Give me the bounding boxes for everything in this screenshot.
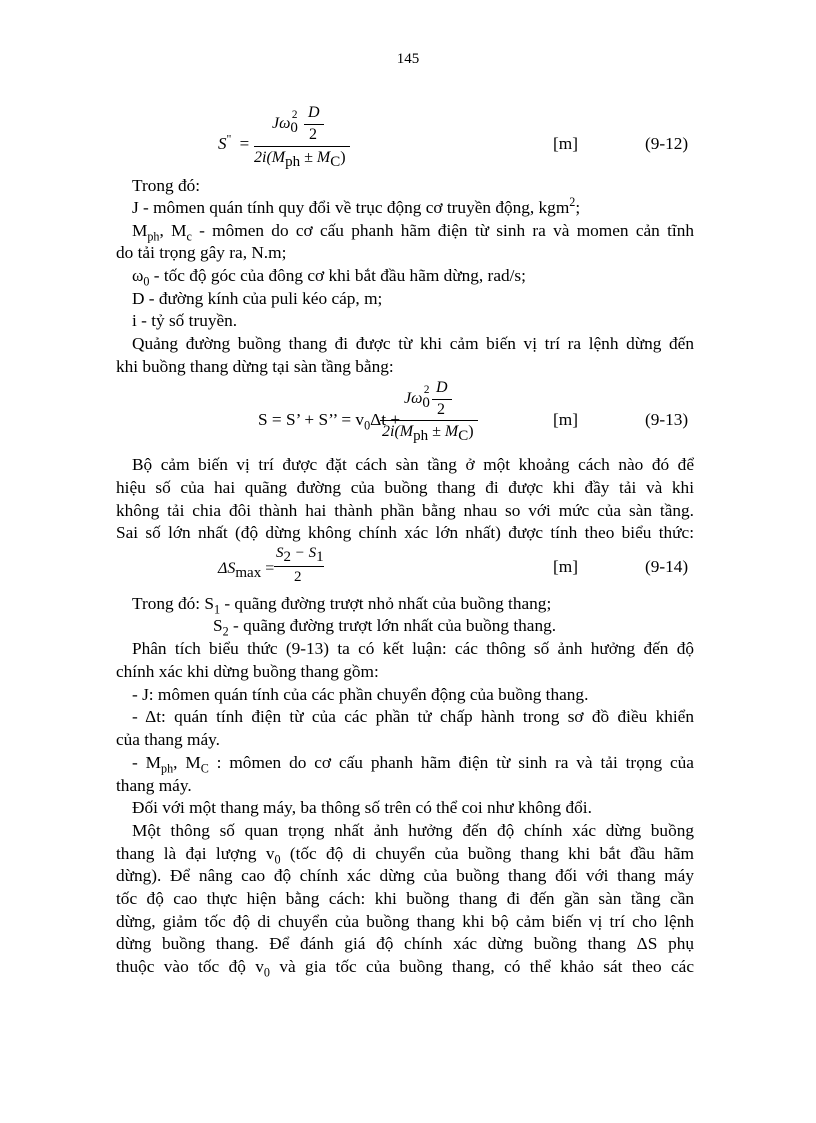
eq913-unit: [m] [553, 410, 578, 429]
para-mot-5: dừng, giảm tốc độ di chuyển của buồng thang khi bộ cảm biến vị trí cho lệnh [116, 912, 694, 931]
def-D: D - đường kính của puli kéo cáp, m; [132, 289, 383, 308]
bullet-dt-2: của thang máy. [116, 730, 220, 749]
para-quang-2: khi buồng thang dừng tại sàn tầng bằng: [116, 357, 394, 376]
bullet-dt-1: - Δt: quán tính điện từ của các phần tử chấp hành trong sơ đồ điều khiển [132, 707, 694, 726]
def-M-line2: do tải trọng gây ra, N.m; [116, 243, 287, 262]
def-M: $M_{ph}$, $M_c$ - mômen do cơ cấu phanh hãm điện từ sinh ra và momen cản tĩnh [132, 221, 694, 244]
para-doi: Đối với một thang máy, ba thông số trên có thể coi như không đổi. [132, 798, 592, 817]
eq914-den: 2 [294, 569, 302, 585]
where-S2: $S_2$ - quãng đường trượt lớn nhất của buồng thang. [213, 616, 557, 639]
eq912-lhs: S [218, 134, 227, 153]
eq913-number: (9-13) [645, 410, 689, 429]
eq912-num-top: D [308, 104, 320, 121]
para-quang-1: Quảng đường buồng thang đi được từ khi cảm biến vị trí ra lệnh dừng đến [132, 334, 694, 353]
eq913-num-mid: 2 [437, 401, 445, 418]
bullet-J: - J: mômen quán tính của các phần chuyển động của buồng thang. [132, 685, 589, 704]
eq912-den: $2i(M_{ph} \pm M_C)$ [254, 149, 346, 171]
def-omega: $\omega_0$ - tốc độ góc của đông cơ khi bắt đầu hãm dừng, rad/s; [132, 266, 526, 289]
eq914-num: $S_2 - S_1$ [276, 545, 324, 565]
para-phan-2: chính xác khi dừng buồng thang gồm: [116, 662, 379, 681]
para-mot-1: Một thông số quan trọng nhất ảnh hưởng đến độ chính xác dừng buồng [132, 821, 694, 840]
eq912-num-left: $J\omega_0^2$ [272, 108, 298, 137]
eq913-den: $2i(M_{ph} \pm M_C)$ [382, 423, 474, 445]
trong-do-label: Trong đó: [132, 176, 201, 195]
eq912-number: (9-12) [645, 134, 689, 153]
eq913-num-top: D [436, 379, 448, 396]
para-mot-4: tốc độ cao thực hiện bằng cách: khi buồng thang đi đến gần sàn tầng cần [116, 889, 694, 908]
eq912-unit: [m] [553, 134, 578, 153]
page-number: 145 [396, 51, 420, 67]
eq912-num-mid: 2 [309, 126, 317, 143]
para-bo-4: Sai số lớn nhất (độ dừng không chính xác lớn nhất) được tính theo biểu thức: [116, 523, 694, 542]
para-mot-3: dừng). Để nâng cao độ chính xác dừng của buồng thang đối với thang máy [116, 866, 694, 885]
eq914-number: (9-14) [645, 557, 689, 576]
document-page: 145 S" = D $J\omega_0^2$ 2 $2i(M_{ph} \pm M_C)$ [m] (9-12) Trong đó: J - mômen quán tính quy đổi về trục động cơ truyền động, kgm$^2$; $M_{ph}$, $M_c$ - mômen do cơ cấu phanh hãm điện từ sinh ra và momen cản tĩnh do tải trọng gây ra, N.m; $\omega_0$ - tốc độ góc của đông cơ khi bắt đầu hãm dừng, rad/s; D - đường kính của puli kéo cáp, m; i - tỷ số truyền. Quảng đường buồng thang đi được từ khi cảm biến vị trí ra lệnh dừng đến khi buồng thang dừng tại sàn tầng bằng: S = S’ + S’’ = $v_0\Delta t$ + D $J\omega_0^2$ 2 $2i(M_{ph} \pm M_C)$ [m] (9-13) Bộ cảm biến vị trí được đặt cách sàn tầng ở một khoảng cách nào đó để hiệu số của hai quãng đường của buồng thang đi được khi đầy tải và khi không tải chia đôi thành hai thành phần bằng nhau so với mức của sàn tầng. Sai số lớn nhất (độ dừng không chính xác lớn nhất) được tính theo biểu thức: $\Delta S_{max}$ = $S_2 - S_1$ 2 [m] (9-14) Trong đó: $S_1$ - quãng đường trượt nhỏ nhất của buồng thang; $S_2$ - quãng đường trượt lớn nhất của buồng thang. Phân tích biểu thức (9-13) ta có kết luận: các thông số ảnh hưởng đến độ chính xác khi dừng buồng thang gồm: - J: mômen quán tính của các phần chuyển động của buồng thang. - Δt: quán tính điện từ của các phần tử chấp hành trong sơ đồ điều khiển của thang máy. - $M_{ph}$, $M_C$ : mômen do cơ cấu phanh hãm điện từ sinh ra và tải trọng của thang máy. Đối với một thang máy, ba thông số trên có thể coi như không đổi. Một thông số quan trọng nhất ảnh hưởng đến độ chính xác dừng buồng thang là đại lượng $v_0$ (tốc độ di chuyển của buồng thang khi bắt đầu hãm dừng). Để nâng cao độ chính xác dừng của buồng thang đối với thang máy tốc độ cao thực hiện bằng cách: khi buồng thang đi đến gần sàn tầng cần dừng, giảm tốc độ di chuyển của buồng thang khi bộ cảm biến vị trí cho lệnh dừng buồng thang. Để đánh giá độ chính xác dừng buồng thang ΔS phụ thuộc vào tốc độ $v_0$ và gia tốc của buồng thang, có thể khảo sát theo các [0, 0, 816, 1123]
bullet-M: - $M_{ph}$, $M_C$ : mômen do cơ cấu phanh hãm điện từ sinh ra và tải trọng của [132, 753, 694, 776]
eq913-num-left: $J\omega_0^2$ [404, 383, 430, 412]
para-bo-3: không tải chia đôi thành hai thành phần bằng nhau so với mức của sàn tầng. [116, 501, 694, 520]
def-J: J - mômen quán tính quy đổi về trục động cơ truyền động, kgm$^2$; [132, 195, 581, 217]
eq914-lhs: $\Delta S_{max}$ = [218, 560, 275, 582]
para-mot-6: dừng buồng thang. Để đánh giá độ chính xác dừng buồng thang ΔS phụ [116, 934, 694, 953]
where-S1: Trong đó: $S_1$ - quãng đường trượt nhỏ nhất của buồng thang; [132, 594, 552, 617]
para-bo-1: Bộ cảm biến vị trí được đặt cách sàn tầng ở một khoảng cách nào đó để [132, 455, 694, 474]
eq914-unit: [m] [553, 557, 578, 576]
eq913-lhs: S = S’ + S’’ = $v_0\Delta t$ + [258, 410, 401, 433]
eq912-lhs-sup: " [226, 131, 232, 146]
para-bo-2: hiệu số của hai quãng đường của buồng thang đi được khi đầy tải và khi [116, 478, 694, 497]
para-mot-7: thuộc vào tốc độ $v_0$ và gia tốc của buồng thang, có thể khảo sát theo các [116, 957, 694, 980]
bullet-M-2: thang máy. [116, 776, 192, 795]
para-phan-1: Phân tích biểu thức (9-13) ta có kết luận: các thông số ảnh hưởng đến độ [132, 639, 694, 658]
para-mot-2: thang là đại lượng $v_0$ (tốc độ di chuyển của buồng thang khi bắt đầu hãm [116, 844, 694, 867]
def-i: i - tỷ số truyền. [132, 311, 238, 330]
